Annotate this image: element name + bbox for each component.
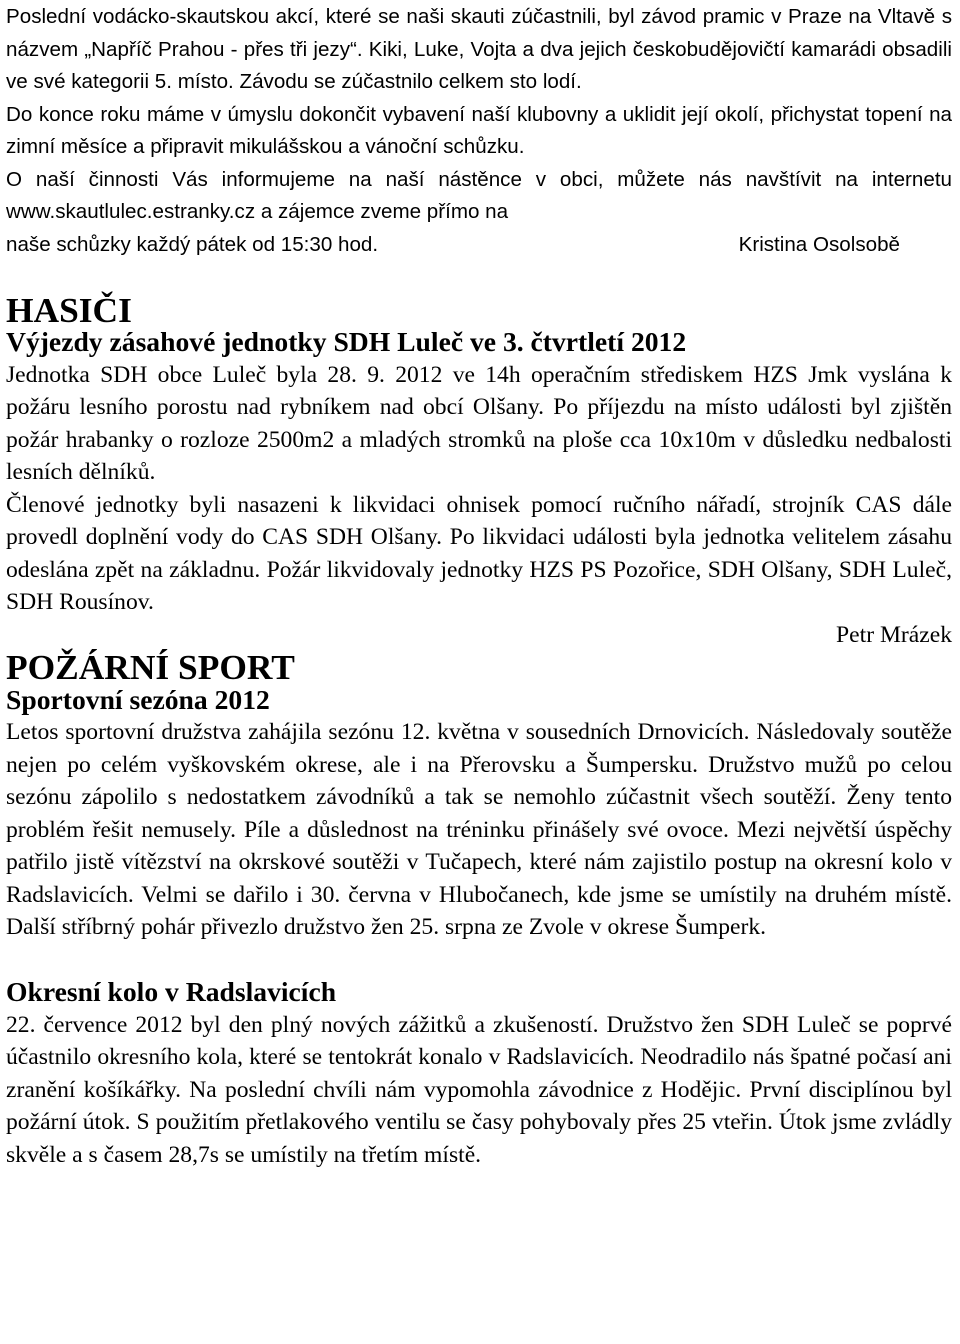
scouts-section [6, 0, 952, 261]
firefighters-paragraph-response: Členové jednotky byli nasazeni k likvidaci ohnisek pomocí ručního nářadí, strojník CAS dále provedl doplnění vody do CAS SDH Olšany. Po likvidaci události byla jednotka velitelem zásahu odeslána zpět na základnu. Požár likvidovaly jednotky HZS PS Pozořice, SDH Olšany, SDH Luleč, SDH Rousínov. [6, 491, 952, 615]
firefighters-heading: HASIČI [6, 289, 132, 330]
fire-sport-section [6, 647, 952, 1171]
scouts-paragraph-info: O naší činnosti Vás informujeme na naší nástěnce v obci, můžete nás navštívit na internetu www.skautlulec.estranky.cz a zájemce zveme přímo na [6, 167, 952, 223]
fire-sport-paragraph-season: Letos sportovní družstva zahájila sezónu 12. května v sousedních Drnovicích. Následovaly soutěže nejen po celém vyškovském okrese, ale i na Přerovsku a Šumpersku. Družstvo mužů po celou sezónu zápolilo s nedostatkem závodníků a tak se nemohlo zúčastnit všech soutěží. Ženy tento problém řešit nemusely. Píle a důslednost na tréninku přinášely své ovoce. Mezi největší úspěchy patřilo jistě vítězství na okrskové soutěži v Tučapech, které nám zajistilo postup na okresní kolo v Radslavicích. Velmi se dařilo i 30. června v Hlubočanech, kde jsme se umístily na druhém místě. Další stříbrný pohár přivezlo družstvo žen 25. srpna ze Zvole v okrese Šumperk. [6, 719, 952, 940]
scouts-signature: Kristina Osolsobě [738, 232, 900, 256]
scouts-paragraph-race: Poslední vodácko-skautskou akcí, které se naši skauti zúčastnili, byl závod pramic v Praze na Vltavě s názvem „Napříč Prahou - přes tři jezy“. Kiki, Luke, Vojta a dva jejich českobudějovičtí kamarádi obsadili ve své kategorii 5. místo. Závodu se zúčastnilo celkem sto lodí. [6, 5, 952, 93]
scouts-paragraph-plans: Do konce roku máme v úmyslu dokončit vybavení naší klubovny a uklidit její okolí, přichystat topení na zimní měsíce a připravit mikulášskou a vánoční schůzku. [6, 102, 952, 158]
scouts-meeting-text: naše schůzky každý pátek od 15:30 hod. [6, 232, 379, 256]
spacer [6, 944, 952, 977]
firefighters-signature: Petr Mrázek [836, 621, 952, 648]
spacer [6, 261, 952, 294]
district-round-heading: Okresní kolo v Radslavicích [6, 976, 337, 1007]
fire-sport-heading: POŽÁRNÍ SPORT [6, 647, 295, 687]
district-round-paragraph: 22. července 2012 byl den plný nových zážitků a zkušeností. Družstvo žen SDH Luleč se poprvé účastnilo okresního kola, které se tentokrát konalo v Radslavicích. Neodradilo nás špatné počasí ani zranění košíkářky. Na poslední chvíli nám vypomohla závodnice z Hodějic. První disciplínou byl požární útok. S použitím přetlakového ventilu se časy pohybovaly přes 25 vteřin. Útok jsme zvládly skvěle a s časem 28,7s se umístily na třetím místě. [6, 1011, 952, 1168]
firefighters-subheading: Výjezdy zásahové jednotky SDH Luleč ve 3. čtvrtletí 2012 [6, 326, 687, 357]
fire-sport-subheading: Sportovní sezóna 2012 [6, 683, 270, 715]
scouts-signature-line [6, 229, 952, 262]
firefighters-section [6, 289, 952, 652]
firefighters-paragraph-incident: Jednotka SDH obce Luleč byla 28. 9. 2012 ve 14h operačním střediskem HZS Jmk vyslána k požáru lesního porostu nad rybníkem nad obcí Olšany. Po příjezdu na místo události byl zjištěn požár hrabanky o rozloze 2500m2 a mladých stromků na ploše cca 10x10m v důsledku nedbalosti lesních dělníků. [6, 361, 952, 485]
